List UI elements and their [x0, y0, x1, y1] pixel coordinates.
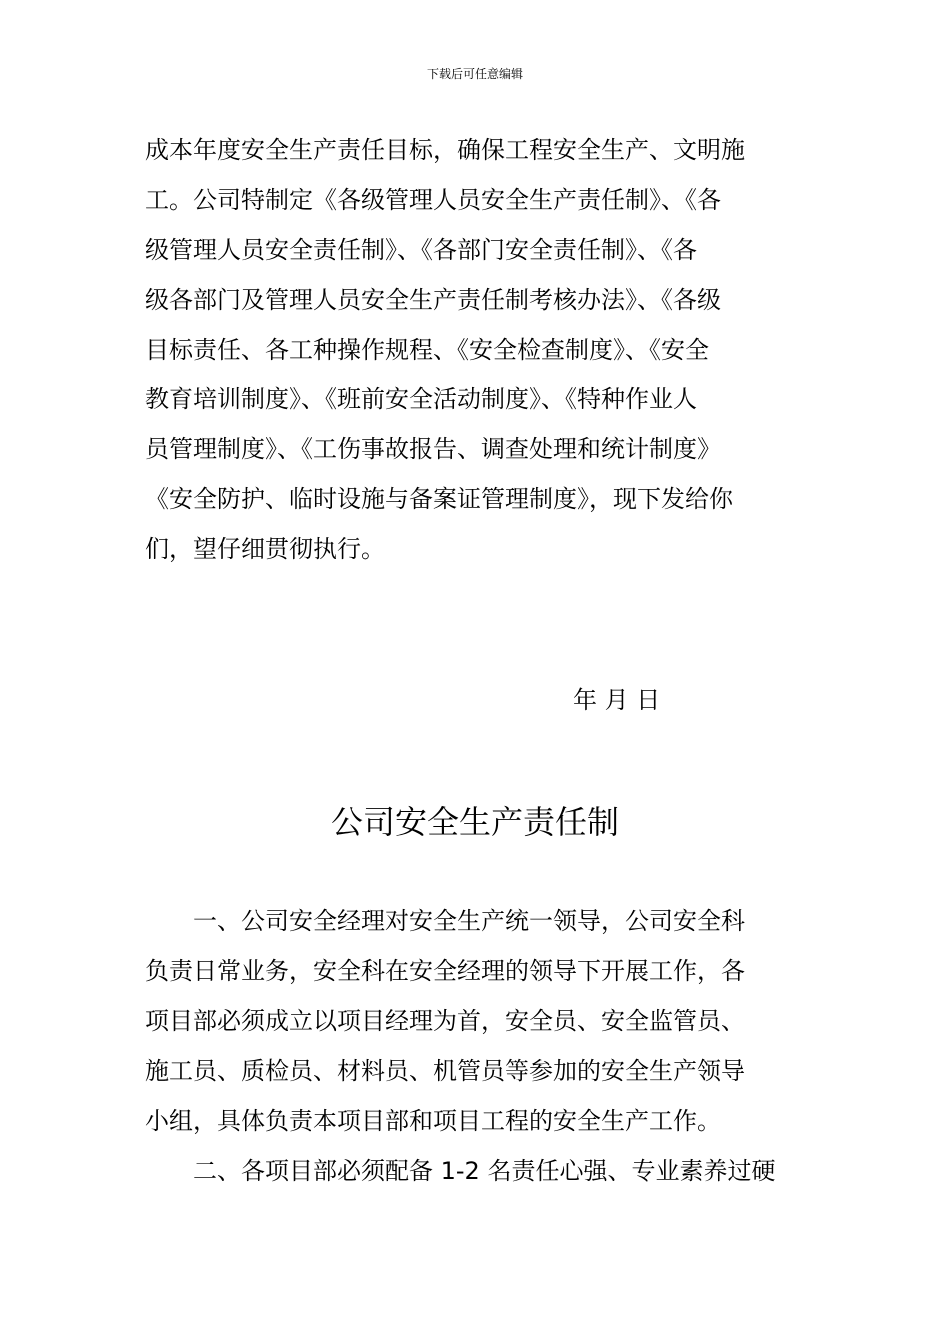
section-line: 二、各项目部必须配备 1-2 名责任心强、专业素养过硬	[193, 1157, 776, 1185]
intro-line: 成本年度安全生产责任目标，确保工程安全生产、文明施	[145, 136, 745, 164]
intro-line: 目标责任、各工种操作规程、《安全检查制度》、《安全	[145, 336, 709, 364]
section-line: 负责日常业务，安全科在安全经理的领导下开展工作，各	[145, 957, 745, 985]
intro-line: 教育培训制度》、《班前安全活动制度》、《特种作业人	[145, 385, 697, 413]
intro-line: 《安全防护、临时设施与备案证管理制度》，现下发给你	[145, 485, 733, 513]
date-line: 年 月 日	[573, 686, 661, 714]
header-note: 下载后可任意编辑	[426, 67, 523, 81]
intro-line: 级各部门及管理人员安全生产责任制考核办法》、《各级	[145, 286, 721, 314]
section-line: 项目部必须成立以项目经理为首，安全员、安全监管员、	[145, 1007, 745, 1035]
section-line: 小组，具体负责本项目部和项目工程的安全生产工作。	[145, 1107, 721, 1135]
intro-line: 员管理制度》、《工伤事故报告、调查处理和统计制度》	[145, 435, 721, 463]
intro-line: 工。公司特制定《各级管理人员安全生产责任制》、《各	[145, 186, 721, 214]
section-line: 施工员、质检员、材料员、机管员等参加的安全生产领导	[145, 1057, 745, 1085]
section-line: 一、公司安全经理对安全生产统一领导，公司安全科	[193, 907, 745, 935]
section-title: 公司安全生产责任制	[330, 803, 619, 841]
intro-line: 级管理人员安全责任制》、《各部门安全责任制》、《各	[145, 236, 697, 264]
intro-line: 们，望仔细贯彻执行。	[145, 535, 385, 563]
